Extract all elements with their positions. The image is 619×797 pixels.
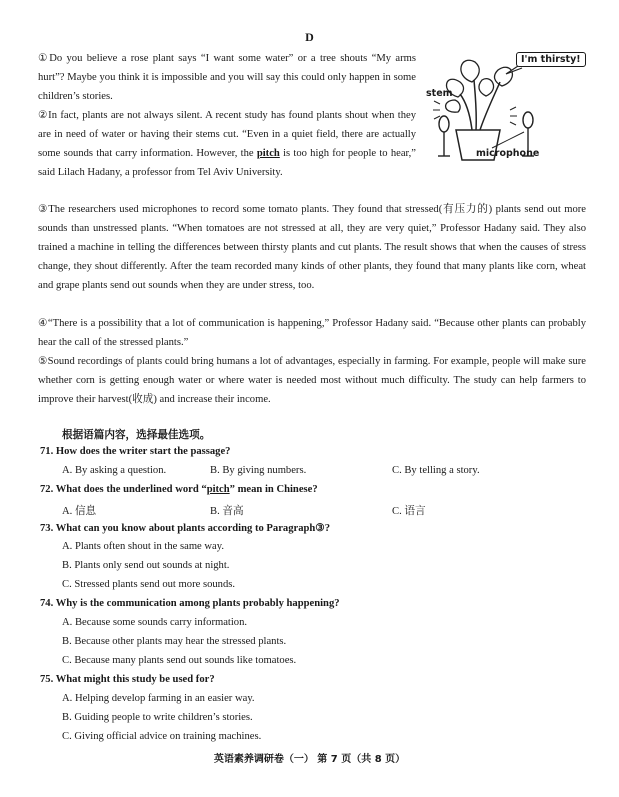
plant-illustration (420, 52, 590, 162)
q75-option-c[interactable]: C. Giving official advice on training machines. (62, 731, 262, 742)
q72-underlined-word: pitch (206, 484, 230, 495)
question-75: 75. What might this study be used for? (40, 674, 215, 685)
question-74: 74. Why is the communication among plants probably happening? (40, 598, 340, 609)
q73-option-c[interactable]: C. Stressed plants send out more sounds. (62, 579, 236, 590)
speech-bubble: I'm thirsty! (516, 52, 586, 67)
page-footer: 英语素养调研卷（一） 第 7 页（共 8 页） (213, 754, 406, 765)
q73-option-b[interactable]: B. Plants only send out sounds at night. (62, 560, 230, 571)
q75-option-b[interactable]: B. Guiding people to write children’s stories. (62, 712, 253, 723)
microphone-label: microphone (476, 148, 540, 159)
microphone-left (439, 116, 449, 132)
plant-drawing (420, 52, 590, 162)
q72-option-b[interactable]: B. 音高 (210, 506, 244, 517)
leaf-center (479, 79, 494, 96)
paragraph-4: ④“There is a possibility that a lot of communication is happening,” Professor Hadany said. “Because other plants can probably hear the call of the stressed plants.” (38, 318, 586, 348)
paragraph-3: ③The researchers used microphones to record some tomato plants. They found that stressed(有压力的) plants send out more sounds than unstressed plants. “When tomatoes are not stressed at all, they are very quiet,” Professor Hadany said. They also trained a machine in telling the differences between thirsty plants and cut plants. The result shows that when the causes of stress change, they shout differently. After the team recorded many kinds of other plants, they found that many plants like corn, wheat and grape plants send out sounds when they are under stress, too. (38, 204, 586, 291)
stem-label: stem (426, 88, 453, 99)
section-letter: D (305, 30, 314, 44)
q72-option-c[interactable]: C. 语言 (392, 506, 426, 517)
q74-option-b[interactable]: B. Because other plants may hear the stressed plants. (62, 636, 287, 647)
paragraph-2 (38, 106, 416, 182)
leaf-right (495, 67, 513, 86)
paragraph-2-text-after: is too high for people to hear,” said Lilach Hadany, a professor from Tel Aviv University. (38, 148, 416, 178)
question-71: 71. How does the writer start the passage? (40, 446, 231, 457)
q72-text-before: 72. What does the underlined word “ (40, 484, 207, 495)
q74-option-a[interactable]: A. Because some sounds carry information. (62, 617, 248, 628)
paragraph-2-text-before: ②In fact, plants are not always silent. A recent study has found plants shout when they are in need of water or having their stems cut. “Even in a quiet field, there are actually some sounds that carry information. However, the (38, 110, 416, 159)
q72-option-a[interactable]: A. 信息 (62, 506, 97, 517)
microphone-right (523, 112, 533, 128)
q75-option-a[interactable]: A. Helping develop farming in an easier way. (62, 693, 255, 704)
q74-option-c[interactable]: C. Because many plants send out sounds like tomatoes. (62, 655, 297, 666)
paragraph-1: ①Do you believe a rose plant says “I want some water” or a tree shouts “My arms hurt”? Maybe you think it is impossible and you will say this could only happen in some children’s stories. (38, 53, 416, 102)
q71-option-a[interactable]: A. By asking a question. (62, 465, 167, 476)
question-72 (40, 484, 318, 495)
paragraph-5: ⑤Sound recordings of plants could bring humans a lot of advantages, especially in farming. For example, people will make sure whether corn is getting enough water or where water is needed most without much difficulty. The study can help farmers to improve their harvest(收成) and increase their income. (38, 356, 586, 405)
q72-text-after: ” mean in Chinese? (229, 484, 318, 495)
instruction: 根据语篇内容，选择最佳选项。 (62, 429, 211, 441)
question-73: 73. What can you know about plants according to Paragraph③? (40, 523, 331, 534)
underlined-word-pitch: pitch (256, 148, 280, 159)
leaf-top (461, 60, 479, 82)
q73-option-a[interactable]: A. Plants often shout in the same way. (62, 541, 225, 552)
q71-option-b[interactable]: B. By giving numbers. (210, 465, 307, 476)
leaf-lower (446, 100, 461, 112)
q71-option-c[interactable]: C. By telling a story. (392, 465, 480, 476)
